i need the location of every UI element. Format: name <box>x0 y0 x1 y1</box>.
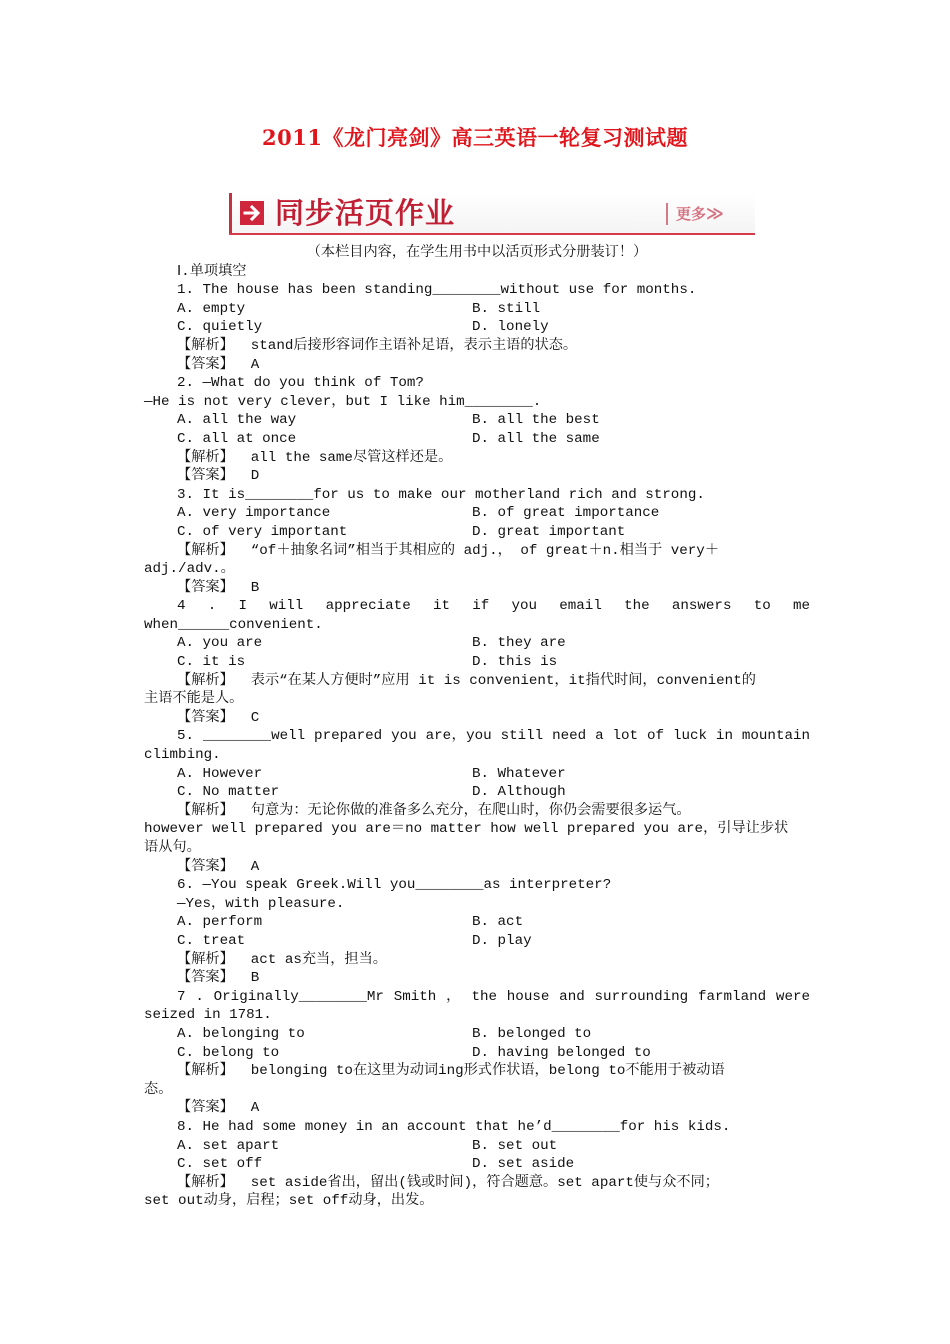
question-stem: 4 . I will appreciate it if you email the answers to me <box>177 598 810 615</box>
more-label[interactable]: 更多 <box>676 205 707 223</box>
options-row <box>144 1044 810 1063</box>
options-row <box>144 1137 810 1156</box>
analysis-cont: 态。 <box>144 1081 173 1098</box>
question-stem: seized in 1781. <box>144 1007 272 1024</box>
option-d: D. great important <box>472 523 626 540</box>
options-row <box>144 783 810 802</box>
analysis: 【解析】 “of＋抽象名词”相当于其相应的 adj.， of great＋n.相当于 very＋ <box>177 542 720 559</box>
question-stem: 3. It is________for us to make our motherland rich and strong. <box>177 486 705 503</box>
options-row <box>144 1025 810 1044</box>
option-d: D. set aside <box>472 1156 575 1173</box>
option-b: B. still <box>472 300 541 317</box>
options-row <box>144 932 810 951</box>
option-a: A. perform <box>177 914 263 931</box>
analysis-cont: 主语不能是人。 <box>144 691 244 708</box>
option-a: A. all the way <box>177 412 297 429</box>
question-2 <box>144 374 810 486</box>
option-a: A. belonging to <box>177 1025 305 1042</box>
options-row <box>144 1155 810 1174</box>
option-b: B. Whatever <box>472 765 566 782</box>
answer: 【答案】 D <box>177 468 260 485</box>
analysis: 【解析】 set aside省出，留出(钱或时间)，符合题意。set apart使与众不同； <box>177 1174 719 1191</box>
question-1 <box>144 281 810 374</box>
question-8 <box>144 1118 810 1211</box>
option-b: B. all the best <box>472 412 600 429</box>
options-row <box>144 634 810 653</box>
option-c: C. belong to <box>177 1044 280 1061</box>
answer: 【答案】 A <box>177 1100 260 1117</box>
option-a: A. set apart <box>177 1137 280 1154</box>
options-row <box>144 653 810 672</box>
question-5 <box>144 727 810 876</box>
question-stem: when______convenient. <box>144 616 323 633</box>
analysis-cont: set out动身，启程；set off动身，出发。 <box>144 1193 434 1210</box>
question-stem: 6. —You speak Greek.Will you________as interpreter? <box>177 877 612 894</box>
question-stem: 2. —What do you think of Tom? <box>177 375 424 392</box>
options-row <box>144 504 810 523</box>
analysis: 【解析】 表示“在某人方便时”应用 it is convenient，it指代时间，convenient的 <box>177 672 756 689</box>
option-d: D. play <box>472 932 532 949</box>
question-stem: —Yes，with pleasure. <box>177 895 345 912</box>
answer: 【答案】 A <box>177 356 260 373</box>
option-b: B. belonged to <box>472 1025 592 1042</box>
option-d: D. all the same <box>472 430 600 447</box>
answer: 【答案】 A <box>177 858 260 875</box>
question-stem: 7 . Originally________Mr Smith ， the house and surrounding farmland were <box>177 988 810 1005</box>
analysis: 【解析】 all the same尽管这样还是。 <box>177 449 453 466</box>
answer: 【答案】 B <box>177 579 260 596</box>
option-c: C. treat <box>177 932 246 949</box>
question-stem: 5. ________well prepared you are，you still need a lot of luck in mountain <box>177 728 810 745</box>
section-banner <box>229 193 755 235</box>
question-stem: 8. He had some money in an account that he’d________for his kids. <box>177 1118 731 1135</box>
option-c: C. of very important <box>177 523 348 540</box>
options-row <box>144 523 810 542</box>
analysis: 【解析】 belonging to在这里为动词ing形式作状语，belong to不能用于被动语 <box>177 1063 725 1080</box>
banner-title: 同步活页作业 <box>275 196 456 230</box>
options-row <box>144 913 810 932</box>
option-c: C. set off <box>177 1156 263 1173</box>
option-c: C. quietly <box>177 319 263 336</box>
exercise-content <box>144 244 810 1211</box>
option-c: C. all at once <box>177 430 297 447</box>
option-d: D. Although <box>472 784 566 801</box>
options-row <box>144 318 810 337</box>
option-a: A. very importance <box>177 505 331 522</box>
banner-left-bar <box>229 193 232 233</box>
question-4 <box>144 597 810 727</box>
question-stem: 1. The house has been standing________without use for months. <box>177 282 697 299</box>
options-row <box>144 411 810 430</box>
analysis-cont: adj./adv.。 <box>144 561 235 578</box>
answer: 【答案】 C <box>177 709 260 726</box>
question-6 <box>144 876 810 988</box>
option-a: A. empty <box>177 300 246 317</box>
banner-divider <box>666 203 668 225</box>
option-d: D. this is <box>472 654 558 671</box>
answer: 【答案】 B <box>177 970 260 987</box>
options-row <box>144 300 810 319</box>
analysis-cont: however well prepared you are＝no matter how well prepared you are，引导让步状 <box>144 821 789 838</box>
options-row <box>144 430 810 449</box>
section-heading: Ⅰ.单项填空 <box>177 263 247 280</box>
option-a: A. However <box>177 765 263 782</box>
option-b: B. of great importance <box>472 505 660 522</box>
option-c: C. No matter <box>177 784 280 801</box>
analysis: 【解析】 stand后接形容词作主语补足语，表示主语的状态。 <box>177 337 578 354</box>
more-link[interactable] <box>676 203 724 225</box>
analysis-cont: 语从句。 <box>144 840 201 856</box>
option-a: A. you are <box>177 635 263 652</box>
option-d: D. having belonged to <box>472 1044 651 1061</box>
question-7 <box>144 988 810 1118</box>
option-b: B. they are <box>472 635 566 652</box>
document-title: 2011《龙门亮剑》高三英语一轮复习测试题 <box>262 125 688 150</box>
option-b: B. set out <box>472 1137 558 1154</box>
question-3 <box>144 486 810 598</box>
option-b: B. act <box>472 914 524 931</box>
double-chevron-right-icon[interactable]: ≫ <box>706 204 724 224</box>
question-stem: climbing. <box>144 747 221 764</box>
analysis: 【解析】 句意为：无论你做的准备多么充分，在爬山时，你仍会需要很多运气。 <box>177 802 691 819</box>
question-stem: —He is not very clever，but I like him________. <box>144 393 542 410</box>
option-d: D. lonely <box>472 319 549 336</box>
analysis: 【解析】 act as充当，担当。 <box>177 951 387 968</box>
options-row <box>144 765 810 784</box>
notice: （本栏目内容，在学生用书中以活页形式分册装订！） <box>306 245 648 261</box>
option-c: C. it is <box>177 654 246 671</box>
arrow-right-icon <box>240 201 264 225</box>
